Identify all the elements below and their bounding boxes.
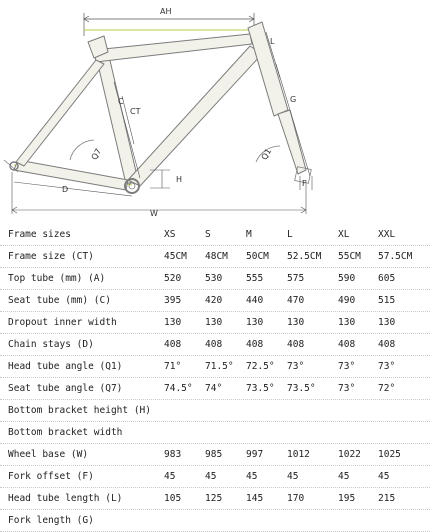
table-row [0,466,430,488]
geometry-table [0,224,430,532]
label-f: F [302,179,307,188]
table-row [0,444,430,466]
table-cell: 130 [378,317,396,328]
table-row [0,312,430,334]
label-d: D [62,185,69,194]
table-cell: 45 [338,471,350,482]
table-cell: 50CM [246,251,269,262]
row-label: Chain stays (D) [8,339,94,350]
row-label: Head tube angle (Q1) [8,361,123,372]
table-cell: 130 [164,317,182,328]
table-cell: 73.5° [246,383,275,394]
table-cell: 125 [205,493,223,504]
label-h: H [176,175,183,184]
header-label: Frame sizes [8,229,71,240]
size-m: M [246,229,252,240]
row-label: Seat tube angle (Q7) [8,383,123,394]
table-cell: 45CM [164,251,187,262]
table-cell: 55CM [338,251,361,262]
table-cell: 440 [246,295,264,306]
table-row [0,290,430,312]
table-cell: 73° [287,361,305,372]
fork [278,110,306,174]
table-row [0,268,430,290]
table-cell: 72.5° [246,361,275,372]
table-cell: 74° [205,383,223,394]
table-cell: 530 [205,273,223,284]
label-w: W [150,209,158,218]
table-row [0,400,430,422]
table-cell: 470 [287,295,305,306]
seat-tube [96,52,138,184]
table-cell: 73° [338,383,356,394]
table-cell: 555 [246,273,264,284]
row-label: Wheel base (W) [8,449,89,460]
table-cell: 145 [246,493,264,504]
label-c: C [118,97,124,106]
table-cell: 420 [205,295,223,306]
table-cell: 71° [164,361,182,372]
table-row [0,510,430,532]
table-cell: 130 [246,317,264,328]
label-ah: AH [160,7,172,16]
table-row [0,246,430,268]
table-header [0,224,430,246]
label-l: L [270,37,275,46]
bike-frame [14,22,306,190]
table-cell: 73° [338,361,356,372]
label-ct: CT [130,107,141,116]
table-row [0,422,430,444]
table-cell: 45 [205,471,217,482]
table-row [0,356,430,378]
row-label: Bottom bracket width [8,427,123,438]
head-tube [248,22,288,116]
table-cell: 215 [378,493,396,504]
row-label: Bottom bracket height (H) [8,405,151,416]
table-row [0,378,430,400]
table-cell: 72° [378,383,396,394]
table-cell: 74.5° [164,383,193,394]
table-cell: 170 [287,493,305,504]
row-label: Seat tube (mm) (C) [8,295,111,306]
row-label: Dropout inner width [8,317,117,328]
table-cell: 1025 [378,449,401,460]
table-cell: 48CM [205,251,228,262]
table-cell: 985 [205,449,223,460]
table-cell: 45 [287,471,299,482]
table-cell: 45 [378,471,390,482]
table-cell: 408 [338,339,356,350]
size-xxl: XXL [378,229,396,240]
table-cell: 1012 [287,449,310,460]
table-cell: 130 [205,317,223,328]
table-cell: 71.5° [205,361,234,372]
seat-stay [16,60,104,166]
label-q7: Q7 [89,147,104,162]
table-cell: 1022 [338,449,361,460]
size-xs: XS [164,229,176,240]
table-cell: 997 [246,449,264,460]
table-cell: 73° [378,361,396,372]
table-cell: 45 [164,471,176,482]
size-s: S [205,229,211,240]
row-label: Top tube (mm) (A) [8,273,106,284]
table-cell: 408 [378,339,396,350]
table-cell: 45 [246,471,258,482]
table-cell: 605 [378,273,396,284]
size-l: L [287,229,293,240]
top-tube [94,34,252,62]
table-row [0,488,430,510]
table-cell: 408 [287,339,305,350]
table-cell: 515 [378,295,396,306]
label-q1: Q1 [259,147,274,162]
dimension-ah [84,13,254,36]
table-cell: 983 [164,449,182,460]
table-cell: 590 [338,273,356,284]
table-cell: 490 [338,295,356,306]
row-label: Fork length (G) [8,515,94,526]
row-label: Head tube length (L) [8,493,123,504]
down-tube [128,46,262,186]
table-cell: 52.5CM [287,251,322,262]
row-label: Frame size (CT) [8,251,94,262]
table-cell: 195 [338,493,356,504]
chain-stay [14,160,128,190]
table-cell: 57.5CM [378,251,413,262]
table-cell: 408 [246,339,264,350]
frame-geometry-diagram [0,0,430,222]
table-cell: 130 [338,317,356,328]
table-cell: 395 [164,295,182,306]
table-cell: 575 [287,273,305,284]
table-cell: 73.5° [287,383,316,394]
table-cell: 520 [164,273,182,284]
table-cell: 408 [205,339,223,350]
table-cell: 408 [164,339,182,350]
row-label: Fork offset (F) [8,471,94,482]
table-cell: 130 [287,317,305,328]
table-row [0,334,430,356]
table-cell: 105 [164,493,182,504]
label-g: G [290,95,297,104]
size-xl: XL [338,229,350,240]
